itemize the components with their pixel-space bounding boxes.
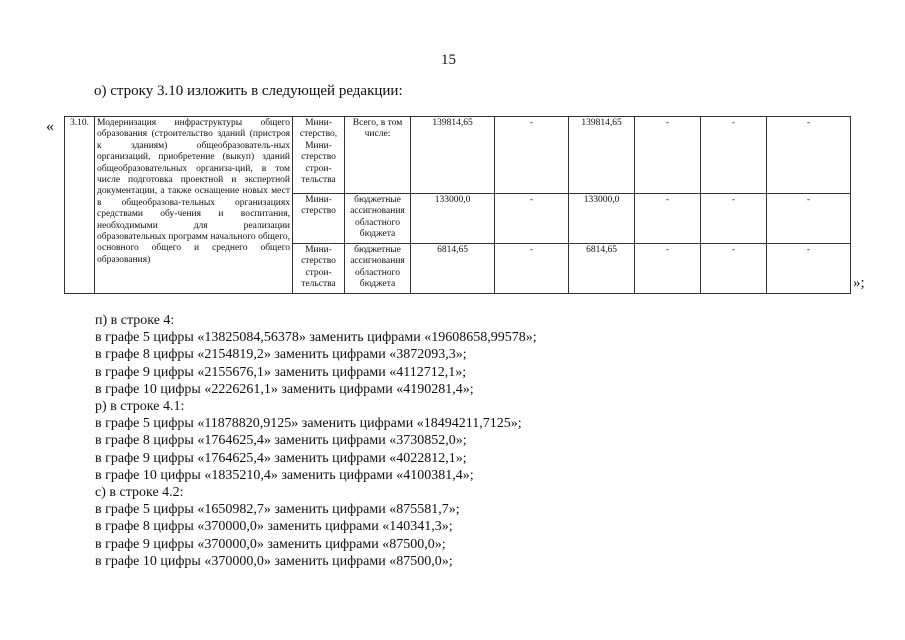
instruction-line: в графе 8 цифры «1764625,4» заменить цифрами «3730852,0»; — [95, 433, 467, 449]
amendment-instructions — [95, 312, 537, 570]
amendment-table — [64, 116, 851, 294]
value-cell: 6814,65 — [569, 244, 635, 294]
value-cell: 6814,65 — [411, 244, 495, 294]
funding-source-cell: бюджетные ассигнования областного бюджета — [345, 194, 411, 244]
value-cell: - — [495, 244, 569, 294]
value-cell: - — [767, 117, 851, 194]
close-quote: »; — [853, 275, 865, 291]
instruction-line: в графе 5 цифры «11878820,9125» заменить цифрами «18494211,7125»; — [95, 416, 522, 432]
funding-source-cell: Всего, в том числе: — [345, 117, 411, 194]
executor-cell: Мини-стерство строи-тельства — [293, 244, 345, 294]
value-cell: 133000,0 — [569, 194, 635, 244]
value-cell: 139814,65 — [569, 117, 635, 194]
executor-cell: Мини-стерство, Мини-стерство строи-тельства — [293, 117, 345, 194]
instruction-line: в графе 5 цифры «1650982,7» заменить цифрами «875581,7»; — [95, 502, 460, 518]
open-quote: « — [46, 118, 54, 135]
instruction-line: в графе 10 цифры «1835210,4» заменить цифрами «4100381,4»; — [95, 467, 474, 483]
funding-source-cell: бюджетные ассигнования областного бюджета — [345, 244, 411, 294]
instruction-line: в графе 8 цифры «370000,0» заменить цифрами «140341,3»; — [95, 519, 453, 535]
value-cell: - — [701, 117, 767, 194]
executor-cell: Мини-стерство — [293, 194, 345, 244]
instruction-line: в графе 5 цифры «13825084,56378» заменить цифрами «19608658,99578»; — [95, 330, 537, 346]
value-cell: 139814,65 — [411, 117, 495, 194]
page-number: 15 — [441, 52, 456, 68]
value-cell: - — [635, 194, 701, 244]
instruction-line: в графе 9 цифры «2155676,1» заменить цифрами «4112712,1»; — [95, 364, 467, 380]
instruction-line: с) в строке 4.2: — [95, 485, 184, 501]
measure-name: Модернизация инфраструктуры общего образования (строительство зданий (пристроя к зданиям) общеобразователь-ных организаций, приобретение (выкуп) зданий общеобразовательных организа-ций, в том числе подготовка проектной и экспертной документации, а также оснащение новых мест в общеобразова-тельных организациях средствами обу-чения и воспитания, необходимыми для реализации образовательных программ начального общего, основного общего и среднего общего образования) — [95, 117, 293, 294]
instruction-line: р) в строке 4.1: — [95, 399, 185, 415]
value-cell: - — [495, 117, 569, 194]
value-cell: - — [767, 244, 851, 294]
instruction-line: в графе 9 цифры «1764625,4» заменить цифрами «4022812,1»; — [95, 450, 467, 466]
value-cell: - — [767, 194, 851, 244]
row-number: 3.10. — [65, 117, 95, 294]
amendment-intro: о) строку 3.10 изложить в следующей редакции: — [94, 83, 403, 99]
value-cell: - — [635, 117, 701, 194]
value-cell: - — [701, 194, 767, 244]
instruction-line: в графе 8 цифры «2154819,2» заменить цифрами «3872093,3»; — [95, 347, 467, 363]
instruction-line: в графе 9 цифры «370000,0» заменить цифрами «87500,0»; — [95, 536, 446, 552]
value-cell: - — [495, 194, 569, 244]
instruction-line: п) в строке 4: — [95, 313, 175, 328]
value-cell: - — [701, 244, 767, 294]
table-row — [65, 117, 851, 194]
instruction-line: в графе 10 цифры «370000,0» заменить цифрами «87500,0»; — [95, 553, 453, 569]
value-cell: - — [635, 244, 701, 294]
instruction-line: в графе 10 цифры «2226261,1» заменить цифрами «4190281,4»; — [95, 381, 474, 397]
value-cell: 133000,0 — [411, 194, 495, 244]
